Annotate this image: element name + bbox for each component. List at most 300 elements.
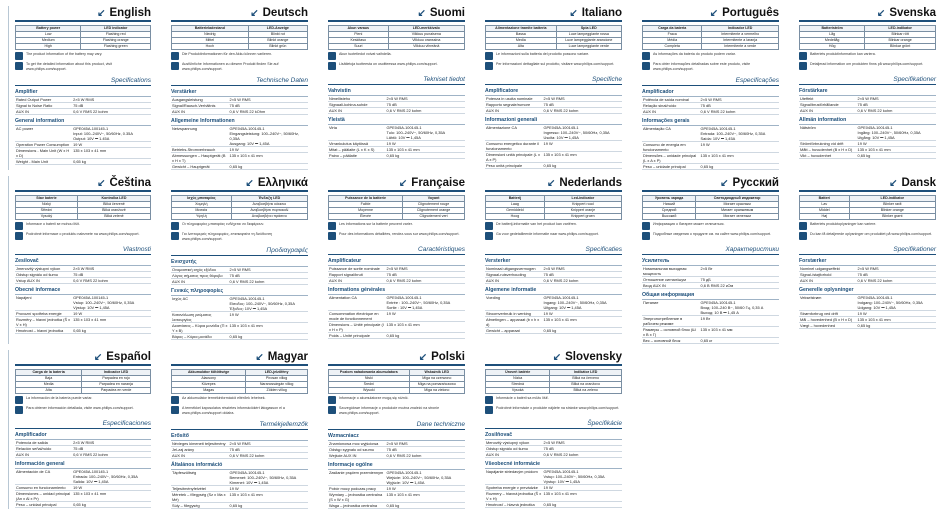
spec-row xyxy=(485,152,622,163)
spec-key: Zasilanie prądem przemiennym xyxy=(328,470,386,486)
spec-value: 19 W xyxy=(857,141,936,147)
spec-row xyxy=(485,163,622,169)
table-row xyxy=(329,214,465,220)
spec-value: 19 Вт xyxy=(700,316,779,327)
table-cell: Hoog xyxy=(486,214,545,220)
spec-group-title: Amplificador xyxy=(15,432,151,440)
spec-value: 19 W xyxy=(543,485,622,491)
table-cell: Blinkar orange xyxy=(865,38,936,44)
language-panel xyxy=(322,6,471,170)
note xyxy=(15,406,151,414)
battery-led-table xyxy=(485,369,622,394)
note-text: Le informazioni sulla batteria del prodotto possono variare. xyxy=(496,52,590,56)
spec-key: Odstup signálu od šumu xyxy=(485,446,543,452)
language-label: Suomi xyxy=(429,7,465,19)
table-row xyxy=(643,44,779,50)
table-cell: Lav xyxy=(800,202,850,208)
table-cell: Miga na pomarańczowo xyxy=(409,382,464,388)
info-icon xyxy=(328,406,336,414)
info-icon xyxy=(642,52,650,60)
spec-group-title: Общая информация xyxy=(642,292,779,300)
table-cell: Мигает красным xyxy=(696,202,779,208)
spec-group-title: Obecné informace xyxy=(15,287,151,295)
spec-key: Uteffekt xyxy=(799,96,857,102)
table-cell: Zölden villog xyxy=(246,388,308,394)
spec-row xyxy=(485,295,622,311)
spec-key: AUX IN xyxy=(171,109,229,115)
specifications-heading: Termékjellemzők xyxy=(171,421,308,430)
spec-value: 135 x 103 x 41 mm xyxy=(229,492,308,503)
table-cell: Suuri xyxy=(329,44,389,50)
spec-key: Spotreba energie v prevádzke xyxy=(485,485,543,491)
table-cell: Blinkt rot xyxy=(248,32,307,38)
table-cell: Мигает зеленым xyxy=(696,214,779,220)
spec-value: 135 x 103 x 41 mm xyxy=(72,317,151,328)
spec-key: Ισχύς AC xyxy=(171,296,229,312)
table-cell: Led-indicator xyxy=(544,196,621,202)
spec-row xyxy=(485,328,622,334)
note xyxy=(15,396,151,404)
spec-key: Hmotnost – hlavní jednotka xyxy=(15,328,72,334)
table-cell: Parpadea en verde xyxy=(82,388,151,394)
spec-value: 0,6 V RMS 22 kohm xyxy=(543,108,622,114)
arrow-icon: ↙ xyxy=(552,351,562,363)
spec-key: Puissance de sortie nominale xyxy=(328,266,386,272)
table-cell: Blinkt orange xyxy=(248,38,307,44)
table-row xyxy=(329,370,465,376)
note-text: Detaljerad information om produkten finns på www.philips.com/support. xyxy=(810,62,924,66)
spec-table xyxy=(328,125,465,159)
spec-key: AUX IN xyxy=(328,108,386,114)
spec-group-title: Allgemeine Informationen xyxy=(171,118,308,126)
language-label: Русский xyxy=(732,177,779,190)
note-text: To get the detailed information about this product, visit www.philips.com/support. xyxy=(26,62,112,71)
arrow-icon: ↙ xyxy=(398,177,408,189)
spec-row xyxy=(328,153,465,159)
table-cell: Bliká oranžově xyxy=(77,208,150,214)
table-cell: LED-Anzeige xyxy=(248,26,307,32)
spec-value: 0,6 V RMS 22 kohm xyxy=(857,108,936,114)
spec-row xyxy=(642,109,779,115)
spec-row xyxy=(171,312,308,323)
table-cell: LED indicator xyxy=(81,26,151,32)
battery-led-table xyxy=(799,25,936,50)
spec-key: Wymiary – jednostka centralna (S x W x G) xyxy=(328,492,386,503)
spec-key: AC power xyxy=(15,126,72,142)
spec-key: Consommation électrique en mode de fonctionnement xyxy=(328,311,386,322)
spec-key: Provozní spotřeba energie xyxy=(15,311,72,317)
spec-key: Teljesítményfelvétel xyxy=(171,486,229,492)
spec-value: 0,65 kg xyxy=(229,503,308,509)
spec-value: GPE045A-100145-1 Entrada: 100–240V~, 50/60Hz, 0,35A Saída: 10V ⎓ 1,45A xyxy=(700,126,779,142)
spec-key: Rozměry – hlavní jednotka (Š x V x H) xyxy=(15,317,72,328)
spec-key: Вход AUX IN xyxy=(642,283,700,289)
spec-key: Méretek – főegység (Sz x Ma x Mé) xyxy=(171,492,229,503)
specifications-heading: Vlastnosti xyxy=(15,246,151,255)
spec-key: AUX IN xyxy=(485,278,543,284)
arrow-icon: ↙ xyxy=(876,7,886,19)
spec-row xyxy=(328,311,465,322)
spec-table xyxy=(171,296,308,340)
table-cell: Hög xyxy=(800,44,865,50)
spec-table xyxy=(15,295,151,334)
table-cell: Faible xyxy=(329,202,403,208)
spec-value: 75 dB xyxy=(543,102,622,108)
language-title xyxy=(485,350,622,366)
spec-value: 19 W xyxy=(386,486,465,492)
note-text: Akun tuotetiedot voivat vaihdella. xyxy=(339,52,392,56)
spec-table xyxy=(799,266,936,284)
spec-row xyxy=(15,295,151,311)
info-icon xyxy=(485,222,493,230)
spec-value: 135 x 103 x 41 mm xyxy=(857,147,936,153)
note xyxy=(485,232,622,240)
spec-key: AUX IN xyxy=(171,279,229,285)
info-icon xyxy=(799,52,807,60)
spec-table xyxy=(15,126,151,165)
spec-row xyxy=(485,141,622,152)
spec-row xyxy=(642,142,779,153)
spec-table xyxy=(642,97,779,115)
spec-row xyxy=(485,125,622,141)
table-cell: Batteri xyxy=(800,196,850,202)
spec-group-title: Allmän information xyxy=(799,117,936,125)
spec-value: 0,6 V RMS 22 kohm xyxy=(386,453,465,459)
spec-key: Λόγος σήματος προς θόρυβο xyxy=(171,273,229,279)
spec-row xyxy=(642,283,779,289)
spec-key: Alimentação CA xyxy=(642,126,700,142)
spec-key: Operation Power Consumption xyxy=(15,142,72,148)
spec-key: Relación señal/ruido xyxy=(15,446,72,452)
spec-value: 0,6 В RMS 22 кОм xyxy=(700,283,779,289)
battery-led-table xyxy=(171,195,308,220)
arrow-icon: ↙ xyxy=(250,7,259,19)
spec-key: AUX IN xyxy=(485,108,543,114)
info-icon xyxy=(642,222,650,230)
spec-row xyxy=(15,328,151,334)
spec-key: Jel-zaj arány xyxy=(171,447,229,453)
table-cell: Blinkar grönt xyxy=(865,44,936,50)
spec-table xyxy=(15,469,151,508)
table-cell: Kontrolka LED xyxy=(77,196,150,202)
spec-table xyxy=(15,97,151,115)
table-cell: Poziom naładowania akumulatora xyxy=(329,370,410,376)
table-cell: Carga de la batería xyxy=(16,370,82,376)
table-cell: Flashing red xyxy=(81,32,151,38)
note xyxy=(171,52,308,60)
table-cell: Bassa xyxy=(486,32,557,38)
spec-key: Abmessungen – Hauptgerät (B x H x T) xyxy=(171,153,229,164)
spec-row xyxy=(171,164,308,170)
spec-row xyxy=(15,317,151,328)
info-icon xyxy=(485,62,493,70)
note-text: Podrobné informácie o produkte nájdete na stránke www.philips.com/support. xyxy=(496,406,620,411)
spec-row xyxy=(15,278,151,284)
language-title xyxy=(171,350,308,366)
note-text: Per informazioni dettagliate sul prodotto, visitare www.philips.com/support. xyxy=(496,62,615,66)
spec-value: 135 x 103 x 41 mm xyxy=(857,317,936,323)
spec-key: Signaal-ruisverhouding xyxy=(485,272,543,278)
table-cell: Высокий xyxy=(643,214,696,220)
table-row xyxy=(329,388,465,394)
table-row xyxy=(486,44,622,50)
battery-led-table xyxy=(328,195,465,220)
table-cell: Battery power xyxy=(16,26,81,32)
spec-row xyxy=(328,503,465,509)
spec-row xyxy=(642,153,779,164)
specifications-heading: Specifiche xyxy=(485,76,622,85)
table-cell: Batteriström xyxy=(800,26,865,32)
spec-row xyxy=(485,452,622,458)
specifications-heading: Προδιαγραφές xyxy=(171,247,308,256)
note-text: Lisätietoja tuotteesta on osoitteessa www.philips.com/support. xyxy=(339,62,438,66)
spec-value: GPE045A-100145-1 Bemenet: 100–240V~, 50/60Hz, 0,35A Kimenet: 10V ⎓ 1,45A xyxy=(229,470,308,486)
spec-table xyxy=(171,126,308,170)
spec-value: 2×5 W RMS xyxy=(543,440,622,446)
spec-key: Névleges kimeneti teljesítmény xyxy=(171,441,229,447)
table-cell: Vysoká xyxy=(486,388,550,394)
table-cell: Средний xyxy=(643,208,696,214)
spec-value: 2×5 W RMS xyxy=(543,266,622,272)
note xyxy=(328,232,465,240)
spec-key: Signal to Noise Ratio xyxy=(15,103,72,109)
spec-value: 75 dB xyxy=(543,446,622,452)
spec-row xyxy=(15,159,151,165)
spec-row xyxy=(328,125,465,141)
language-panel xyxy=(636,6,785,170)
spec-key: Peso – unidade principal xyxy=(642,164,700,170)
spec-row xyxy=(15,452,151,458)
table-cell: Knippert oranje xyxy=(544,208,621,214)
note-text: Informacje o akumulatorze mogą się różnić. xyxy=(339,396,409,401)
spec-key: AUX IN xyxy=(485,452,543,458)
spec-key: Potenza in uscita nominale xyxy=(485,96,543,102)
spec-key: Отношение сигнал/шум xyxy=(642,277,700,283)
note xyxy=(328,52,465,60)
spec-group-title: Forstærker xyxy=(799,258,936,266)
spec-value: 19 W xyxy=(72,485,151,491)
spec-value: 0,65 kg xyxy=(543,163,622,169)
spec-key: Nominel udgangseffekt xyxy=(799,266,857,272)
arrow-icon: ↙ xyxy=(97,177,106,189)
spec-key: Wejście AUX IN xyxy=(328,453,386,459)
note xyxy=(171,406,308,415)
spec-key: AUX IN xyxy=(799,278,857,284)
spec-key: Dimensioni unità principale (L x A x P) xyxy=(485,152,543,163)
specifications-heading: Tekniset tiedot xyxy=(328,76,465,85)
spec-value: 75 dB xyxy=(72,446,151,452)
spec-value: 0,65 kg xyxy=(386,503,465,509)
spec-value: 2×5 W RMS xyxy=(386,266,465,272)
spec-value: 19 W xyxy=(543,311,622,317)
table-cell: Indicador LED xyxy=(702,26,779,32)
spec-key: Vikt – huvudenhet xyxy=(799,153,857,159)
language-title xyxy=(485,176,622,192)
spec-row xyxy=(485,278,622,284)
spec-key: Tápfeszültség xyxy=(171,470,229,486)
note-text: Информация о батарее может отличаться. xyxy=(653,222,725,227)
table-cell: LED-merkkivalo xyxy=(388,26,464,32)
note xyxy=(799,222,936,230)
spec-value: 0,65 kg xyxy=(857,153,936,159)
table-cell: Αναβοσβήνει πράσινο xyxy=(231,214,307,220)
info-icon xyxy=(171,222,179,230)
language-label: Español xyxy=(106,351,151,364)
table-cell: Low xyxy=(16,32,81,38)
spec-key: Paino – päälaite xyxy=(328,153,386,159)
language-label: Polski xyxy=(431,351,465,364)
spec-key: Weight - Main Unit xyxy=(15,159,72,165)
spec-key: Virrankulutus käytössä xyxy=(328,141,386,147)
spec-key: Hmotnosť – hlavná jednotka xyxy=(485,502,543,508)
spec-key: Menovitý výstupný výkon xyxy=(485,440,543,446)
spec-value: GPE045A-100145-1 Indgang: 100–240V~, 50/60Hz, 0,35A Udgang: 10V ⎓ 1,45A xyxy=(857,295,936,311)
arrow-icon: ↙ xyxy=(245,177,254,189)
table-cell: Blinker rødt xyxy=(849,202,935,208)
table-cell: Intermitente a laranja xyxy=(702,38,779,44)
table-cell: Intermitente a vermelho xyxy=(702,32,779,38)
info-icon xyxy=(328,52,336,60)
table-cell: Låg xyxy=(800,32,865,38)
spec-value: 2×5 W RMS xyxy=(700,97,779,103)
spec-key: Dimensions – Unité principale (l x H x P) xyxy=(329,322,384,333)
language-panel xyxy=(479,6,628,170)
note-text: Informácie o batérii sa môžu líšiť. xyxy=(496,396,549,401)
language-label: Française xyxy=(411,177,465,190)
arrow-icon: ↙ xyxy=(889,177,898,189)
spec-value: 135 x 103 x 41 mm xyxy=(386,147,465,153)
spec-row xyxy=(171,453,308,459)
note-text: Die Produktinformationen für den Akku können variieren. xyxy=(182,52,273,56)
spec-row xyxy=(171,334,308,340)
spec-table xyxy=(642,266,779,289)
spec-value: 135 x 103 x 41 mm xyxy=(72,148,151,159)
spec-row xyxy=(15,491,151,502)
specifications-heading: Especificaciones xyxy=(15,420,151,429)
spec-group-title: Erősítő xyxy=(171,433,308,441)
spec-value: 0,65 kg xyxy=(229,164,308,170)
spec-value: GPE045A-100145-1 Input: 100–240V~, 50/60Hz, 0.35A Output: 10V ⎓ 1.45A xyxy=(72,126,151,142)
spec-value: 135 x 103 x 41 mm xyxy=(386,492,465,503)
spec-value: 0,65 kg xyxy=(857,323,936,329)
note xyxy=(642,62,779,71)
spec-group-title: Verstärker xyxy=(171,89,308,97)
spec-table xyxy=(328,266,465,284)
table-cell: Parpadea en rojo xyxy=(82,376,151,382)
spec-row xyxy=(642,164,779,170)
language-title xyxy=(171,176,308,192)
spec-value: 0,65 kg xyxy=(700,164,779,170)
note xyxy=(171,222,308,230)
language-label: English xyxy=(109,7,151,19)
language-label: Dansk xyxy=(901,177,936,190)
info-icon xyxy=(171,406,179,414)
battery-led-table xyxy=(171,369,308,394)
spec-table xyxy=(799,125,936,159)
spec-group-title: Zesilovač xyxy=(15,258,151,266)
spec-key: AUX IN xyxy=(15,109,72,115)
language-title xyxy=(642,6,779,22)
table-cell: Média xyxy=(643,38,702,44)
language-title xyxy=(15,350,151,366)
specifications-heading: Especificações xyxy=(642,77,779,86)
spec-group-title: Amplificatore xyxy=(485,88,622,96)
table-cell: Ένδειξη LED xyxy=(231,196,307,202)
spec-key: Размеры – основной блок (Ш x В x Г) xyxy=(642,327,700,338)
table-cell: Fraca xyxy=(643,32,702,38)
spec-row xyxy=(485,108,622,114)
table-cell: Élevée xyxy=(329,214,403,220)
spec-value: 0,6 V RMS 22 kohm xyxy=(72,109,151,115)
table-cell: Alta xyxy=(16,388,82,394)
spec-key: Nimellisteho xyxy=(328,96,386,102)
language-title xyxy=(15,6,151,22)
table-cell: Bliká na červeno xyxy=(550,376,622,382)
table-cell: Luce lampeggiante verde xyxy=(556,44,621,50)
table-cell: Høj xyxy=(800,214,850,220)
spec-row xyxy=(328,333,465,339)
spec-key: Rozmery – hlavná jednotka (Š x V x H) xyxy=(486,491,542,502)
spec-value: 19 W xyxy=(857,311,936,317)
specifications-heading: Характеристики xyxy=(642,246,779,255)
spec-value: 19 W xyxy=(229,312,308,323)
info-icon xyxy=(171,396,179,404)
specifications-heading: Dane techniczne xyxy=(328,421,465,430)
spec-group-title: Amplificador xyxy=(642,89,779,97)
spec-row xyxy=(15,148,151,159)
spec-value: GPE045A-100145-1 Tulo: 100–240V~, 50/60Hz, 0,35A Lähtö: 10V ⎓ 1,45A xyxy=(386,125,465,141)
info-icon xyxy=(15,52,23,60)
language-label: Português xyxy=(722,7,779,19)
spec-table xyxy=(485,125,622,169)
spec-value: 19 W xyxy=(700,142,779,153)
spec-row xyxy=(171,126,308,147)
spec-key: Jmenovitý výstupní výkon xyxy=(15,266,72,272)
spec-value: 19 W xyxy=(386,311,465,322)
note xyxy=(485,222,622,230)
note xyxy=(328,406,465,415)
spec-value: 0,6 V RMS 22 kohm xyxy=(543,452,622,458)
spec-row xyxy=(171,109,308,115)
table-row xyxy=(16,388,151,394)
specifications-heading: Technische Daten xyxy=(171,77,308,86)
spec-value: 0,65 kg xyxy=(386,333,465,339)
spec-key: Vekselstrøm xyxy=(799,295,857,311)
table-row xyxy=(172,388,308,394)
spec-key: Signal/Rausch-Verhältnis xyxy=(171,103,229,109)
spec-key: Gewicht – Hauptgerät xyxy=(171,164,229,170)
spec-value: 19 W xyxy=(72,142,151,148)
table-cell: Średni xyxy=(329,382,410,388)
table-cell: Parpadea en naranja xyxy=(82,382,151,388)
spec-value: 2×5 W RMS xyxy=(72,97,151,103)
specifications-heading: Specifikationer xyxy=(799,76,936,85)
table-cell: Alacsony xyxy=(172,376,246,382)
language-label: Magyar xyxy=(267,351,308,364)
language-title xyxy=(642,176,779,192)
battery-led-table xyxy=(799,195,936,220)
spec-table xyxy=(485,96,622,114)
spec-group-title: Általános információ xyxy=(171,462,308,470)
note xyxy=(799,62,936,70)
table-cell: Nízký xyxy=(16,202,78,208)
spec-group-title: Amplificateur xyxy=(328,258,465,266)
arrow-icon: ↙ xyxy=(709,7,719,19)
spec-value: GPE045A-100145-1 Wejście: 100–240V~, 50/60Hz, 0,35A Wyjście: 10V ⎓ 1,45A xyxy=(386,470,465,486)
spec-value: 2×5 W RMS xyxy=(229,97,308,103)
spec-group-title: General information xyxy=(15,118,151,126)
spec-table xyxy=(171,470,308,509)
